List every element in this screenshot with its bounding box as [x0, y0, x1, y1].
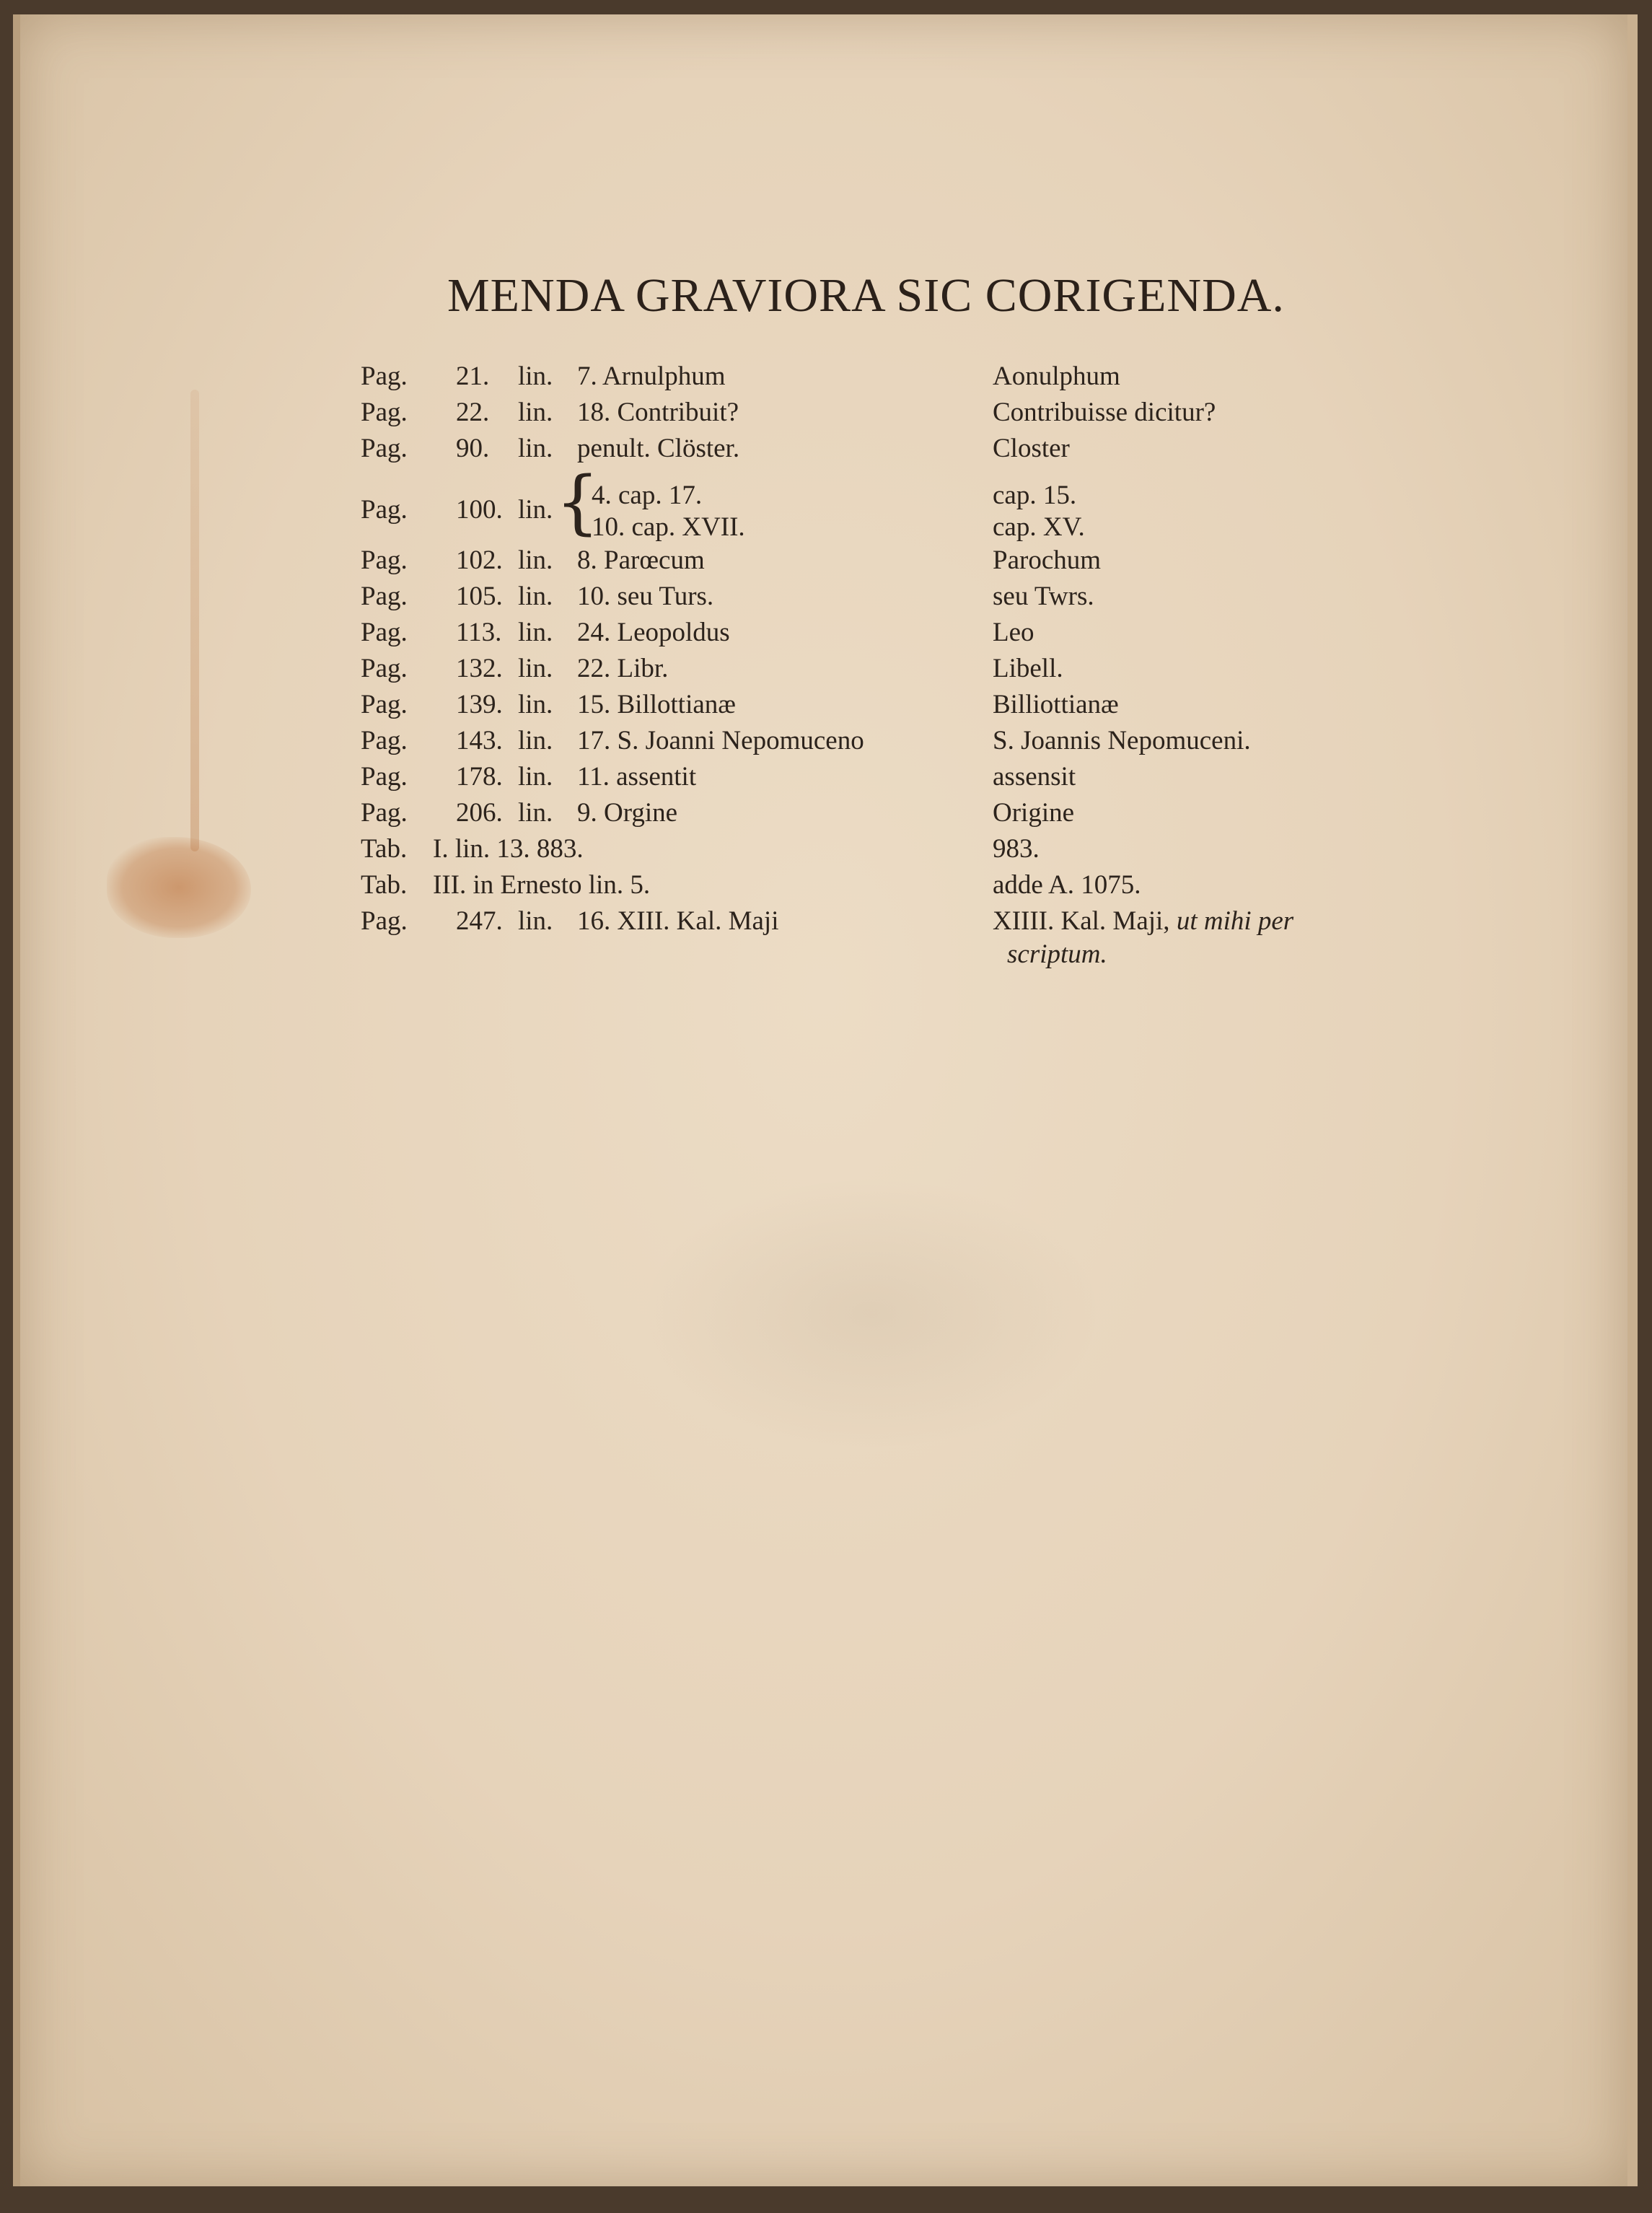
errata-page-number: 206.: [456, 798, 503, 828]
errata-line-label: lin.: [518, 545, 553, 575]
errata-line-label: lin.: [518, 654, 553, 683]
errata-ref: Pag.: [361, 654, 408, 683]
errata-line-label: lin.: [518, 726, 553, 755]
errata-ref: Pag.: [361, 434, 408, 463]
errata-line-label: lin.: [518, 798, 553, 828]
errata-correction: Billiottianæ: [993, 690, 1119, 719]
errata-correction: Parochum: [993, 545, 1102, 575]
errata-error: 18. Contribuit?: [577, 398, 739, 427]
stain-blot: [107, 837, 251, 938]
errata-ref: Pag.: [361, 582, 408, 611]
errata-page-number: 105.: [456, 582, 503, 611]
errata-correction: cap. 15.: [993, 481, 1077, 510]
brace-mark: {: [555, 462, 600, 543]
errata-line-label: lin.: [518, 582, 553, 611]
errata-line-label: lin.: [518, 398, 553, 427]
errata-page-number: 139.: [456, 690, 503, 719]
errata-line-label: lin.: [518, 495, 553, 525]
errata-error: 8. Parœcum: [577, 545, 705, 575]
errata-page-number: 178.: [456, 762, 503, 792]
book-page: [13, 14, 1638, 2186]
errata-page-number: 90.: [456, 434, 490, 463]
errata-correction: cap. XV.: [993, 512, 1085, 542]
errata-ref: Pag.: [361, 618, 408, 647]
errata-page-number: 143.: [456, 726, 503, 755]
errata-correction: XIIII. Kal. Maji, ut mihi per: [993, 906, 1294, 936]
errata-page-number: 22.: [456, 398, 490, 427]
errata-error: 7. Arnulphum: [577, 361, 726, 391]
errata-ref: Pag.: [361, 762, 408, 792]
errata-error: 15. Billottianæ: [577, 690, 736, 719]
errata-line-label: lin.: [518, 906, 553, 936]
errata-ref: Pag.: [361, 690, 408, 719]
errata-ref: Pag.: [361, 906, 408, 936]
bleed-through-ornament: [641, 1176, 1102, 1450]
errata-correction: Leo: [993, 618, 1034, 647]
errata-page-number: 102.: [456, 545, 503, 575]
errata-correction: Contribuisse dicitur?: [993, 398, 1216, 427]
errata-correction: Libell.: [993, 654, 1063, 683]
errata-ref: Pag.: [361, 545, 408, 575]
errata-correction: S. Joannis Nepomuceni.: [993, 726, 1251, 755]
errata-error: 17. S. Joanni Nepomuceno: [577, 726, 864, 755]
errata-correction: Aonulphum: [993, 361, 1120, 391]
errata-table-reference: III. in Ernesto lin. 5.: [433, 870, 651, 900]
errata-page-number: 247.: [456, 906, 503, 936]
errata-error: 4. cap. 17.: [592, 481, 703, 510]
errata-line-label: lin.: [518, 361, 553, 391]
errata-ref: Tab.: [361, 834, 408, 864]
errata-error: penult. Clöster.: [577, 434, 740, 463]
errata-error: 10. cap. XVII.: [592, 512, 745, 542]
errata-error: 11. assentit: [577, 762, 697, 792]
errata-correction-note: scriptum.: [1007, 939, 1107, 969]
errata-correction: assensit: [993, 762, 1076, 792]
stain-drip: [190, 390, 199, 851]
page-title: MENDA GRAVIORA SIC CORIGENDA.: [447, 269, 1285, 322]
errata-error: 24. Leopoldus: [577, 618, 730, 647]
errata-correction-note: ut mihi per: [1169, 906, 1294, 936]
errata-correction: Closter: [993, 434, 1070, 463]
errata-correction: 983.: [993, 834, 1040, 864]
errata-correction: seu Twrs.: [993, 582, 1094, 611]
errata-ref: Tab.: [361, 870, 408, 900]
errata-ref: Pag.: [361, 398, 408, 427]
errata-ref: Pag.: [361, 726, 408, 755]
errata-error: 9. Orgine: [577, 798, 678, 828]
errata-line-label: lin.: [518, 618, 553, 647]
errata-ref: Pag.: [361, 361, 408, 391]
errata-line-label: lin.: [518, 690, 553, 719]
errata-correction: Origine: [993, 798, 1075, 828]
errata-page-number: 100.: [456, 495, 503, 525]
errata-page-number: 132.: [456, 654, 503, 683]
errata-ref: Pag.: [361, 798, 408, 828]
errata-page-number: 113.: [456, 618, 502, 647]
errata-page-number: 21.: [456, 361, 490, 391]
errata-error: 22. Libr.: [577, 654, 669, 683]
errata-line-label: lin.: [518, 762, 553, 792]
errata-line-label: lin.: [518, 434, 553, 463]
errata-error: 16. XIII. Kal. Maji: [577, 906, 779, 936]
errata-correction: adde A. 1075.: [993, 870, 1141, 900]
errata-ref: Pag.: [361, 495, 408, 525]
errata-table-reference: I. lin. 13. 883.: [433, 834, 584, 864]
errata-error: 10. seu Turs.: [577, 582, 714, 611]
